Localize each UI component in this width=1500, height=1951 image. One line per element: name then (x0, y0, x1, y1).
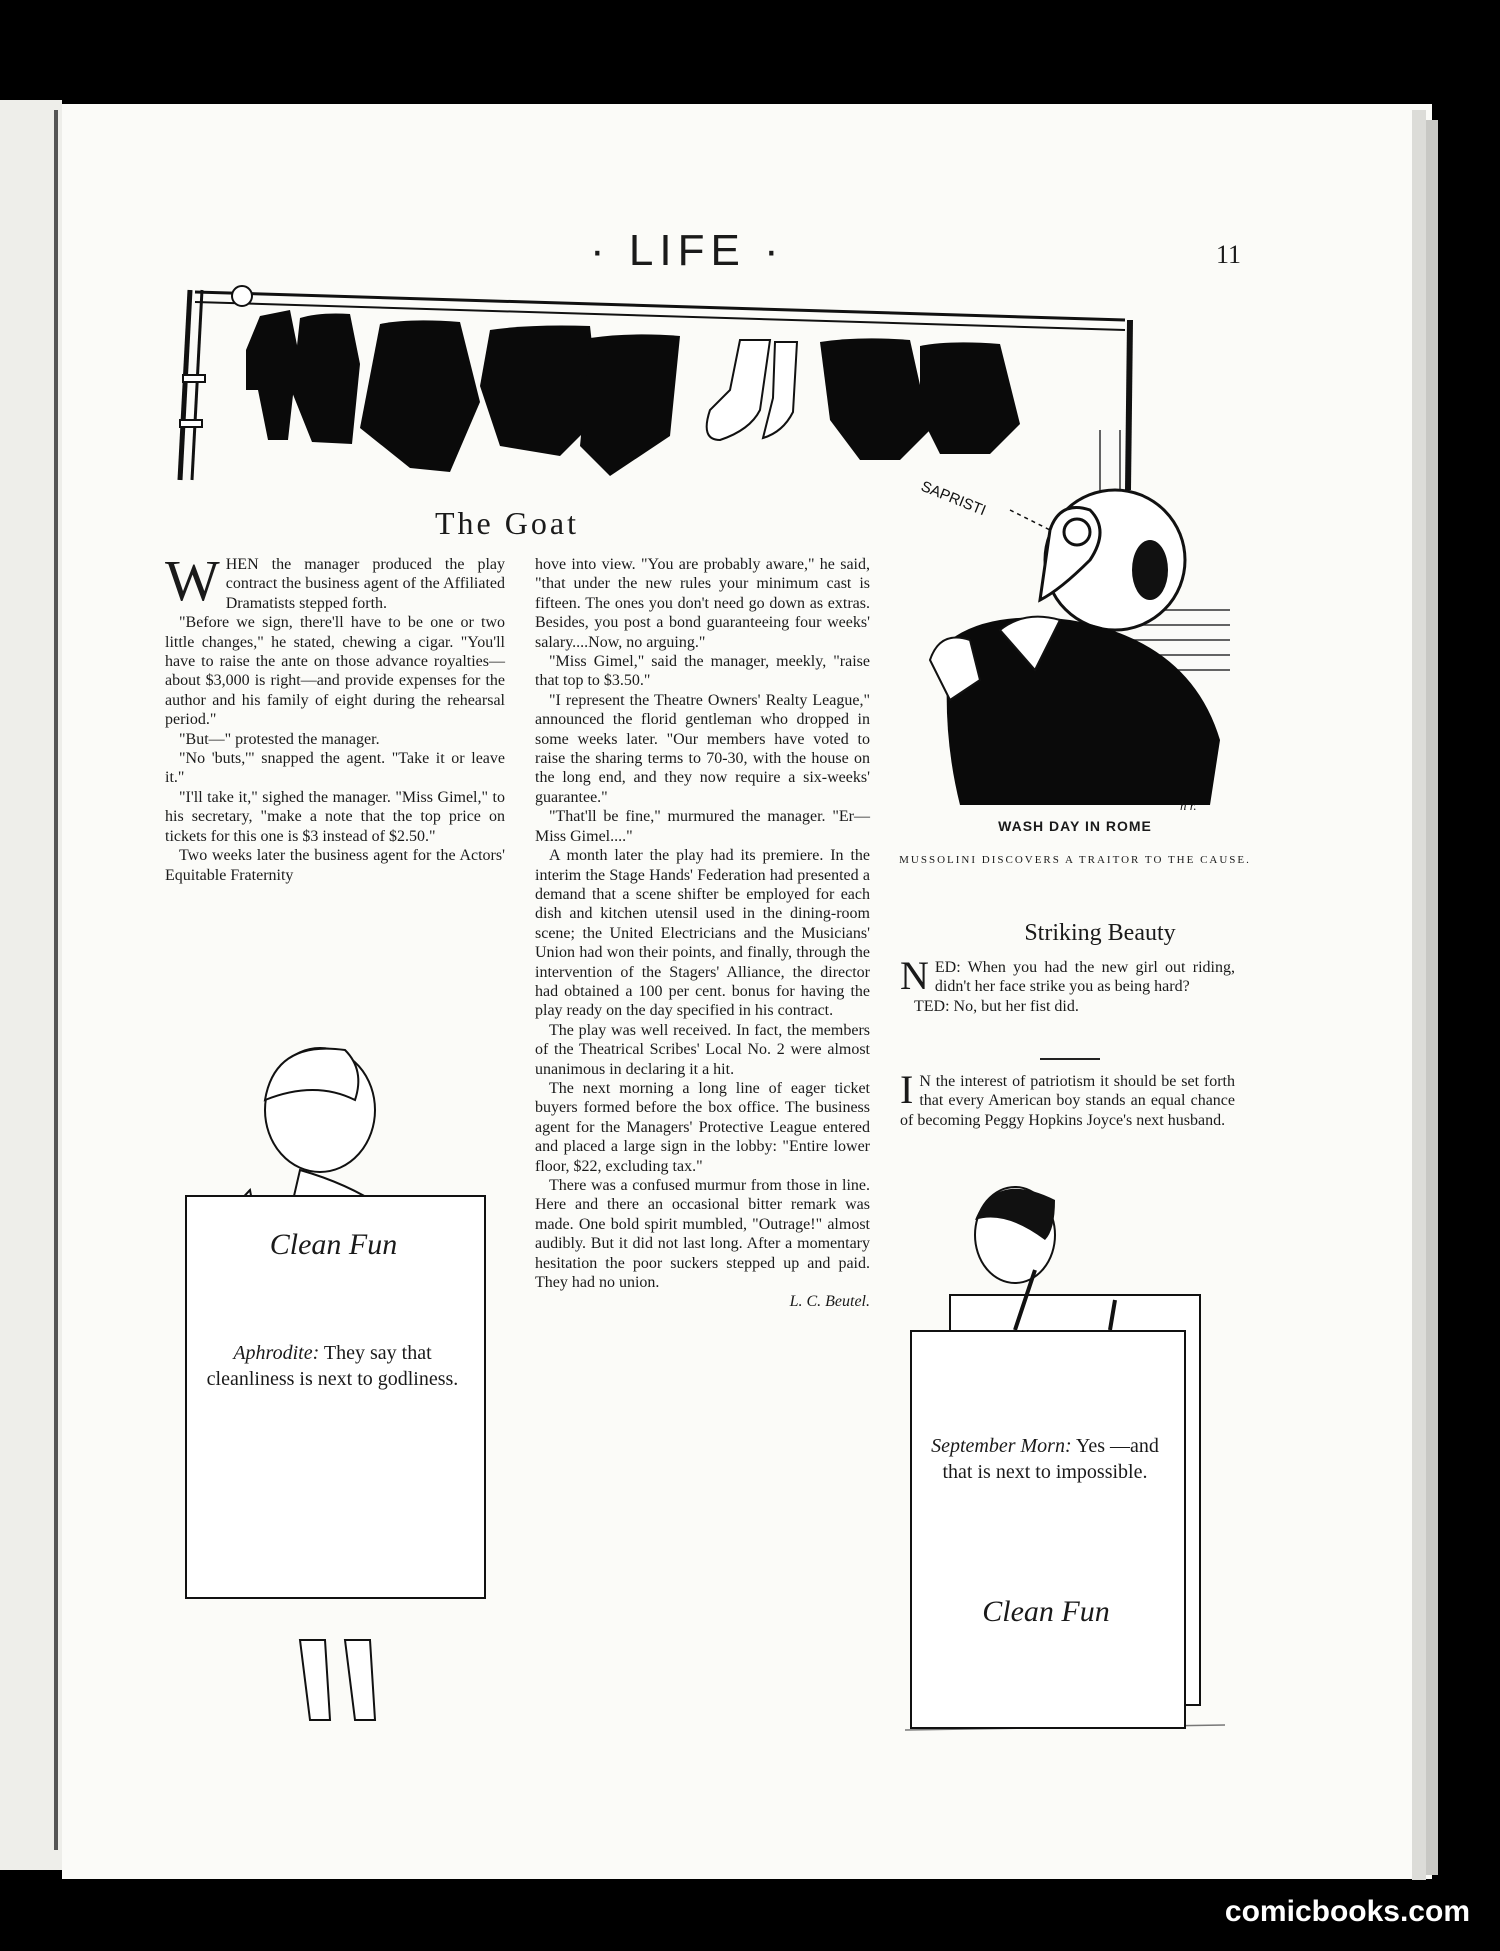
speaker-name: September Morn: (931, 1435, 1072, 1457)
sign-right-quote (930, 1433, 1160, 1485)
patriotism-paragraph (900, 1067, 1235, 1130)
article-paragraph: "Before we sign, there'll have to be one or two little changes," he stated, chewing a cigar. "You'll have to raise the ante on those advance royalties—about $3,000 is right—and provide expenses for the author and his family of eight during the rehearsal period." (165, 614, 505, 729)
sign-right-title: Clean Fun (982, 1595, 1110, 1628)
speaker-name: Aphrodite: (233, 1342, 320, 1364)
page-edge (1412, 110, 1426, 1880)
masthead: · LIFE · (590, 226, 785, 275)
article-paragraph (165, 548, 505, 613)
joke-line: TED: No, but her fist did. (914, 997, 1079, 1015)
article-paragraph: "I'll take it," sighed the manager. "Miss Gimel," to his secretary, "make a note that the top price on tickets for this one is $3 instead of $2.50." (165, 788, 505, 845)
speech-sapristi: SAPRISTI (918, 477, 989, 520)
quote-text: Yes —and that is next to impossible. (942, 1435, 1159, 1483)
quote-text: They say that cleanliness is next to godliness. (206, 1342, 459, 1390)
section-divider (1040, 1058, 1100, 1060)
article-signature: L. C. Beutel. (789, 1293, 870, 1311)
article-paragraph: There was a confused murmur from those in line. Here and there an occasional bitter remark was made. One bold spirit mumbled, "Outrage!" almost audibly. But it did not last long. After a momentary hesitation the poor suckers stepped up and paid. They had no union. (535, 1177, 870, 1292)
left-page-edge (0, 100, 62, 1870)
paragraph-text: HEN the manager produced the play contract the business agent of the Affiliated Dramatists stepped forth. (225, 556, 505, 612)
cartoon-caption-title: WASH DAY IN ROME (998, 818, 1152, 834)
drop-cap: N (900, 953, 929, 998)
striking-beauty-title: Striking Beauty (1024, 920, 1176, 946)
page-edge (1426, 120, 1438, 1875)
article-paragraph: The play was well received. In fact, the members of the Theatrical Scribes' Local No. 2 were almost unanimous in declaring it a hit. (535, 1021, 870, 1078)
article-paragraph: hove into view. "You are probably aware," he said, "that under the new rules your minimum cast is fifteen. The ones you don't need go down as extras. Besides, you post a bond guaranteeing four weeks' salary....Now, no arguing." (535, 556, 870, 651)
cartoon-caption-subtitle: MUSSOLINI DISCOVERS A TRAITOR TO THE CAUSE. (899, 854, 1251, 866)
joke-line (900, 953, 1235, 998)
article-paragraph: "I represent the Theatre Owners' Realty League," announced the florid gentleman who dropped in some weeks later. "Our members have voted to raise the sharing terms to 70-30, with the house on the long end, and they now require a six-weeks' guarantee." (535, 691, 870, 806)
drop-cap: I (900, 1067, 914, 1112)
article-paragraph: "Miss Gimel," said the manager, meekly, "raise that top to $3.50." (535, 653, 870, 690)
striking-beauty-joke (900, 953, 1235, 1016)
sign-left-title: Clean Fun (269, 1228, 398, 1261)
article-paragraph: "That'll be fine," murmured the manager. "Er—Miss Gimel...." (535, 808, 870, 845)
sign-left-quote (205, 1340, 460, 1392)
artist-signature: h r. (1180, 798, 1197, 813)
patriotism-text: N the interest of patriotism it should be set forth that every American boy stands an equal chance of becoming Peggy Hopkins Joyce's next husband. (900, 1073, 1235, 1129)
article-paragraph: The next morning a long line of eager ticket buyers formed before the box office. The business agent for the Managers' Protective League entered and placed a large sign in the lobby: "Entire lower floor, $22, excluding tax." (535, 1079, 870, 1175)
clean-fun-sign-right (910, 1330, 1186, 1729)
watermark: comicbooks.com (1224, 1895, 1470, 1928)
mussolini-cartoon (900, 420, 1230, 815)
article-title: The Goat (435, 505, 579, 541)
article-column-2 (535, 555, 870, 1312)
article-column-1 (165, 548, 505, 885)
joke-text: ED: When you had the new girl out riding, didn't her face strike you as being hard? (934, 959, 1235, 996)
drop-cap: W (165, 548, 220, 613)
article-paragraph: A month later the play had its premiere. In the interim the Stage Hands' Federation had presented a demand that a scene shifter be employed for each dish and kitchen utensil used in the dining-room scene; the United Electricians and the Musicians' Union had won their points, and finally, through the intervention of the Stagers' Alliance, the director had obtained a 100 per cent. bonus for having the play ready on the day specified in his contract. (535, 847, 870, 1020)
binding-gutter (54, 110, 58, 1850)
page-number: 11 (1216, 240, 1242, 269)
article-paragraph: Two weeks later the business agent for the Actors' Equitable Fraternity (165, 847, 505, 884)
article-paragraph: "But—" protested the manager. (179, 730, 380, 748)
patriotism-line (900, 1067, 1235, 1130)
article-paragraph: "No 'buts,'" snapped the agent. "Take it or leave it." (165, 750, 505, 787)
